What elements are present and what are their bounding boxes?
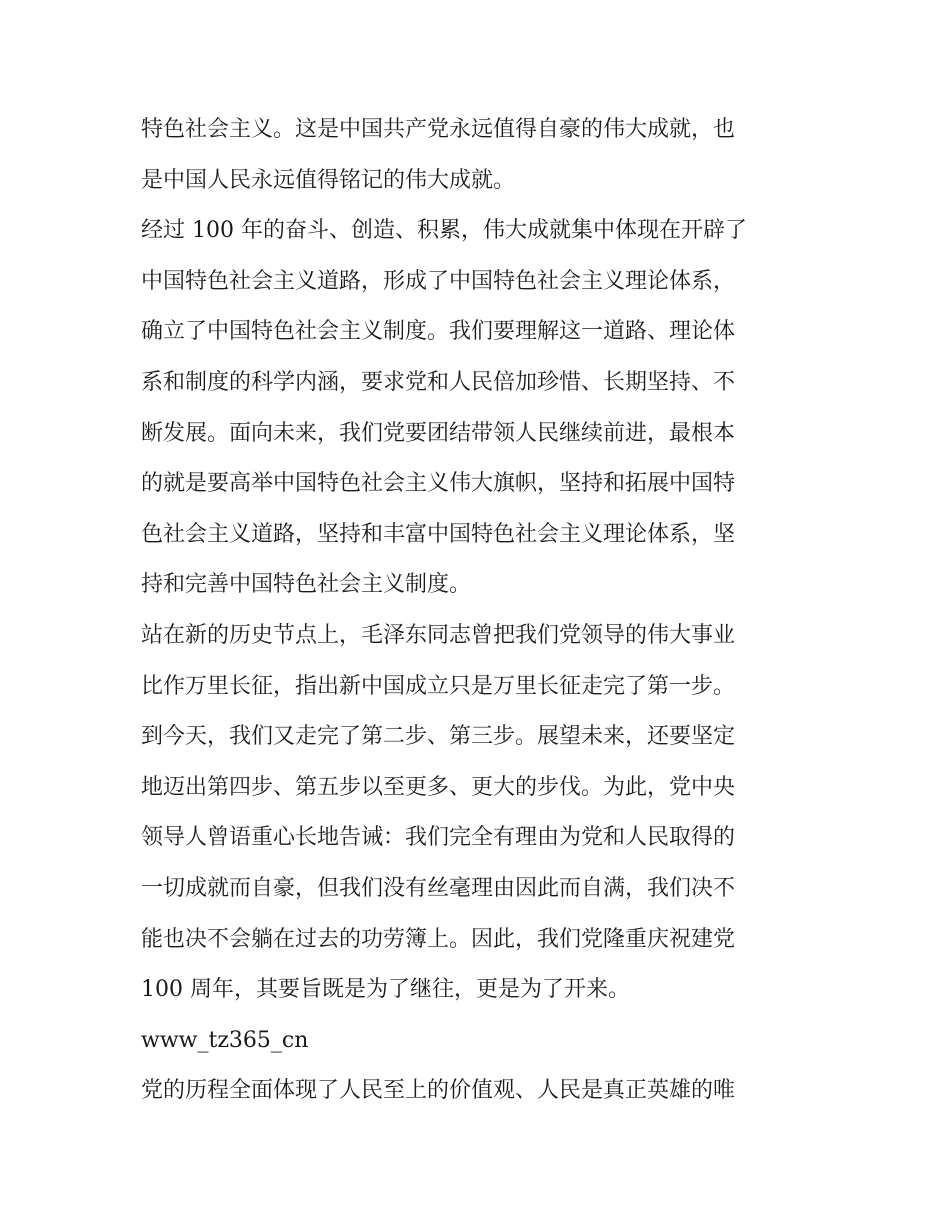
text-line: 能也决不会躺在过去的功劳簿上。因此，我们党隆重庆祝建党 [141,926,736,952]
text-line: 地迈出第四步、第五步以至更多、更大的步伐。为此，党中央 [141,774,736,800]
text-line: 站在新的历史节点上，毛泽东同志曾把我们党领导的伟大事业 [141,622,736,648]
text-line: 系和制度的科学内涵，要求党和人民倍加珍惜、长期坚持、不 [141,369,736,395]
text-line: 色社会主义道路，坚持和丰富中国特色社会主义理论体系，坚 [141,521,736,547]
text-line: 领导人曾语重心长地告诫：我们完全有理由为党和人民取得的 [141,825,736,851]
text-line: 断发展。面向未来，我们党要团结带领人民继续前进，最根本 [141,420,736,446]
text-line: 到今天，我们又走完了第二步、第三步。展望未来，还要坚定 [141,724,736,750]
text-line: 的就是要高举中国特色社会主义伟大旗帜，坚持和拓展中国特 [141,471,736,497]
text-line: 持和完善中国特色社会主义制度。 [141,572,472,598]
text-line: 党的历程全面体现了人民至上的价值观、人民是真正英雄的唯 [141,1078,736,1104]
body-text [141,105,821,1117]
text-line: 中国特色社会主义道路，形成了中国特色社会主义理论体系， [141,268,736,294]
text-line: 确立了中国特色社会主义制度。我们要理解这一道路、理论体 [141,319,736,345]
text-line: 一切成就而自豪，但我们没有丝毫理由因此而自满，我们决不 [141,875,736,901]
text-line: 经过 100 年的奋斗、创造、积累，伟大成就集中体现在开辟了 [141,218,747,244]
text-line: 100 周年，其要旨既是为了继往，更是为了开来。 [141,977,630,1003]
text-line: 是中国人民永远值得铭记的伟大成就。 [141,167,516,193]
text-line: 比作万里长征，指出新中国成立只是万里长征走完了第一步。 [141,673,736,699]
text-line: 特色社会主义。这是中国共产党永远值得自豪的伟大成就，也 [141,117,736,142]
website-watermark-text: www_tz365_cn [141,1027,309,1053]
